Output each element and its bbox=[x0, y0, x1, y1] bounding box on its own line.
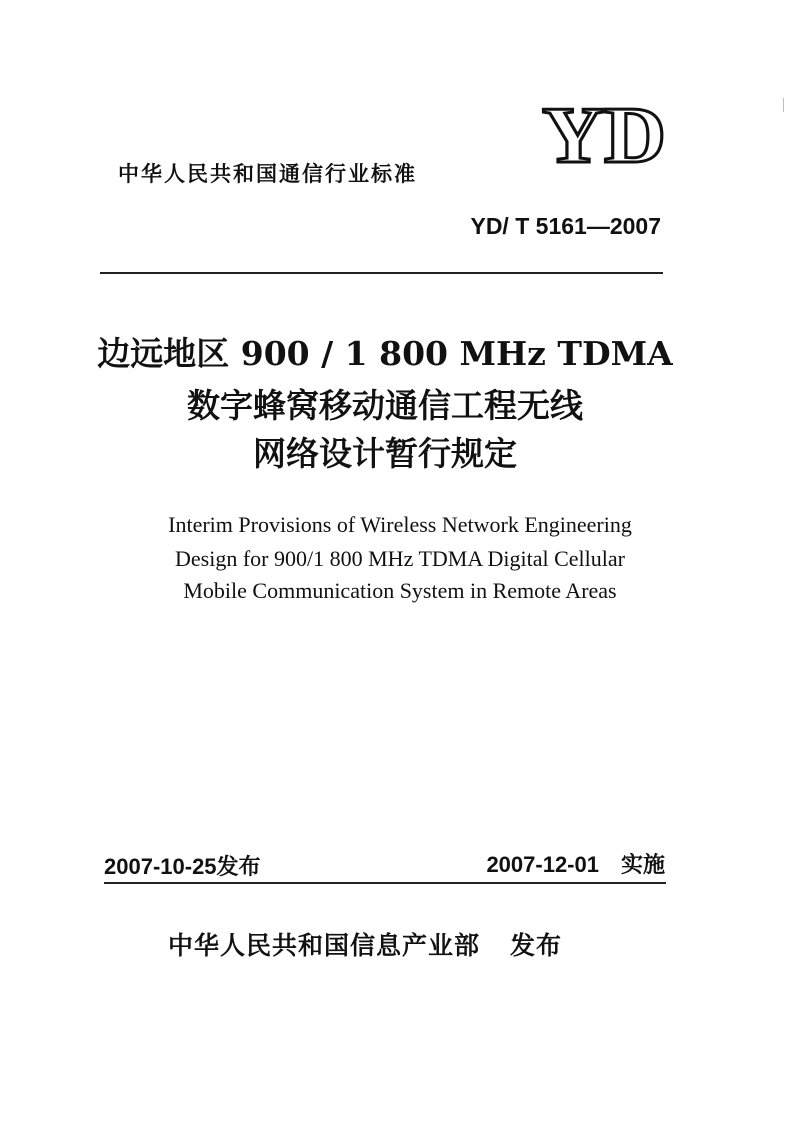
publisher-block bbox=[168, 926, 562, 962]
issue-label: 发布 bbox=[216, 854, 261, 879]
yd-logo bbox=[540, 92, 670, 172]
standard-number: YD/ T 5161—2007 bbox=[470, 213, 661, 239]
scan-artifact bbox=[783, 98, 784, 112]
top-divider bbox=[100, 272, 663, 274]
publisher-name: 中华人民共和国信息产业部 bbox=[168, 931, 481, 960]
title-zh-line-3: 网络设计暂行规定 bbox=[253, 434, 517, 473]
yd-logo-text: YD bbox=[542, 92, 666, 172]
issue-date: 2007-10-25 bbox=[104, 854, 217, 879]
effective-label: 实施 bbox=[620, 852, 665, 877]
issue-date-block bbox=[104, 850, 261, 881]
effective-date-block bbox=[486, 848, 665, 879]
standard-category: 中华人民共和国通信行业标准 bbox=[118, 162, 417, 186]
title-en-line-2: Design for 900/1 800 MHz TDMA Digital Cellular bbox=[175, 546, 625, 571]
effective-date: 2007-12-01 bbox=[486, 852, 599, 877]
publish-label: 发布 bbox=[510, 931, 563, 960]
bottom-divider bbox=[104, 882, 666, 884]
title-en-line-1: Interim Provisions of Wireless Network Engineering bbox=[168, 512, 632, 537]
title-en-line-3: Mobile Communication System in Remote Areas bbox=[183, 578, 617, 603]
title-zh-line-1: 边远地区 900 / 1 800 MHz TDMA bbox=[97, 334, 673, 373]
title-zh-line-2: 数字蜂窝移动通信工程无线 bbox=[187, 386, 583, 425]
